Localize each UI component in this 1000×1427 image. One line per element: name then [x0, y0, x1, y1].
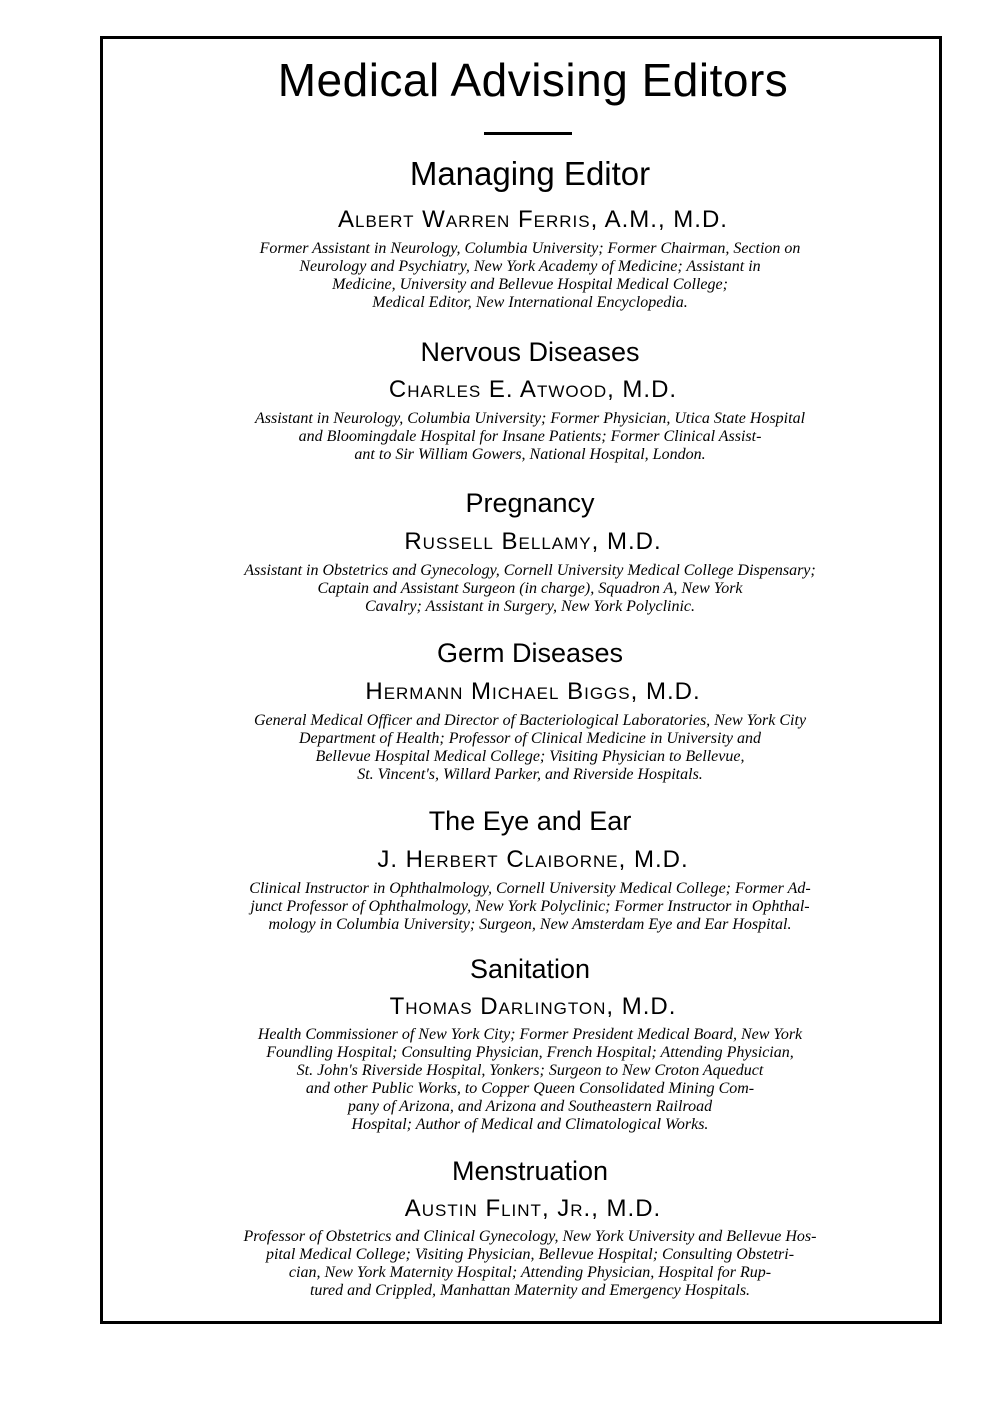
- bio-line: and Bloomingdale Hospital for Insane Patients; Former Clinical Assist-: [298, 428, 762, 445]
- bio-line: Former Assistant in Neurology, Columbia University; Former Chairman, Section on: [259, 240, 801, 257]
- editor-bio-flint: [120, 1228, 940, 1300]
- bio-line: cian, New York Maternity Hospital; Attending Physician, Hospital for Rup-: [288, 1264, 772, 1281]
- bio-line: St. John's Riverside Hospital, Yonkers; Surgeon to New Croton Aqueduct: [296, 1062, 764, 1079]
- title-divider: [484, 132, 572, 135]
- editor-bio-darlington: [120, 1026, 940, 1134]
- bio-line: Hospital; Author of Medical and Climatological Works.: [351, 1116, 709, 1133]
- editor-name-biggs: Hermann Michael Biggs, M.D.: [365, 678, 701, 705]
- bio-line: junct Professor of Ophthalmology, New York Polyclinic; Former Instructor in Ophthal-: [250, 898, 810, 915]
- bio-line: General Medical Officer and Director of Bacteriological Laboratories, New York City: [253, 712, 807, 729]
- bio-line: Medical Editor, New International Encyclopedia.: [372, 294, 688, 311]
- editor-bio-claiborne: [120, 880, 940, 934]
- editor-name-darlington: Thomas Darlington, M.D.: [389, 993, 677, 1020]
- editor-name-flint: Austin Flint, Jr., M.D.: [404, 1195, 662, 1222]
- section-heading-sanitation: Sanitation: [469, 954, 591, 984]
- editor-name-ferris: Albert Warren Ferris, A.M., M.D.: [338, 206, 728, 233]
- bio-line: Cavalry; Assistant in Surgery, New York Polyclinic.: [364, 598, 696, 615]
- bio-line: Foundling Hospital; Consulting Physician, French Hospital; Attending Physician,: [266, 1044, 794, 1061]
- bio-line: ant to Sir William Gowers, National Hospital, London.: [354, 446, 706, 463]
- editor-bio-biggs: [120, 712, 940, 784]
- section-heading-pregnancy: Pregnancy: [465, 488, 595, 518]
- bio-line: Assistant in Neurology, Columbia University; Former Physician, Utica State Hospital: [254, 410, 806, 427]
- bio-line: Assistant in Obstetrics and Gynecology, Cornell University Medical College Dispensary;: [244, 562, 816, 579]
- bio-line: mology in Columbia University; Surgeon, New Amsterdam Eye and Ear Hospital.: [268, 916, 792, 933]
- editor-name-bellamy: Russell Bellamy, M.D.: [404, 528, 662, 555]
- section-heading-germ-diseases: Germ Diseases: [436, 638, 624, 668]
- section-heading-menstruation: Menstruation: [451, 1156, 609, 1186]
- bio-line: pital Medical College; Visiting Physician, Bellevue Hospital; Consulting Obstetri-: [265, 1246, 795, 1263]
- page-title: Medical Advising Editors: [277, 54, 789, 106]
- section-heading-nervous-diseases: Nervous Diseases: [420, 337, 640, 367]
- editor-name-claiborne: J. Herbert Claiborne, M.D.: [377, 846, 689, 873]
- bio-line: St. Vincent's, Willard Parker, and Riverside Hospitals.: [357, 766, 703, 783]
- bio-line: Health Commissioner of New York City; Former President Medical Board, New York: [257, 1026, 803, 1043]
- bio-line: Clinical Instructor in Ophthalmology, Cornell University Medical College; Former Ad-: [249, 880, 811, 897]
- bio-line: Medicine, University and Bellevue Hospital Medical College;: [332, 276, 728, 293]
- bio-line: and other Public Works, to Copper Queen Consolidated Mining Com-: [305, 1080, 755, 1097]
- editor-name-atwood: Charles E. Atwood, M.D.: [388, 376, 678, 403]
- bio-line: Neurology and Psychiatry, New York Academy of Medicine; Assistant in: [299, 258, 761, 275]
- bio-line: Department of Health; Professor of Clinical Medicine in University and: [299, 730, 761, 747]
- bio-line: Bellevue Hospital Medical College; Visiting Physician to Bellevue,: [315, 748, 745, 765]
- editor-bio-bellamy: [120, 562, 940, 616]
- editor-bio-ferris: [120, 240, 940, 312]
- bio-line: Professor of Obstetrics and Clinical Gynecology, New York University and Bellevue Hos-: [243, 1228, 817, 1245]
- editor-bio-atwood: [120, 410, 940, 464]
- section-heading-eye-and-ear: The Eye and Ear: [428, 806, 632, 836]
- bio-line: Captain and Assistant Surgeon (in charge), Squadron A, New York: [317, 580, 743, 597]
- bio-line: tured and Crippled, Manhattan Maternity and Emergency Hospitals.: [309, 1282, 751, 1299]
- bio-line: pany of Arizona, and Arizona and Southeastern Railroad: [347, 1098, 713, 1115]
- section-heading-managing-editor: Managing Editor: [409, 155, 651, 192]
